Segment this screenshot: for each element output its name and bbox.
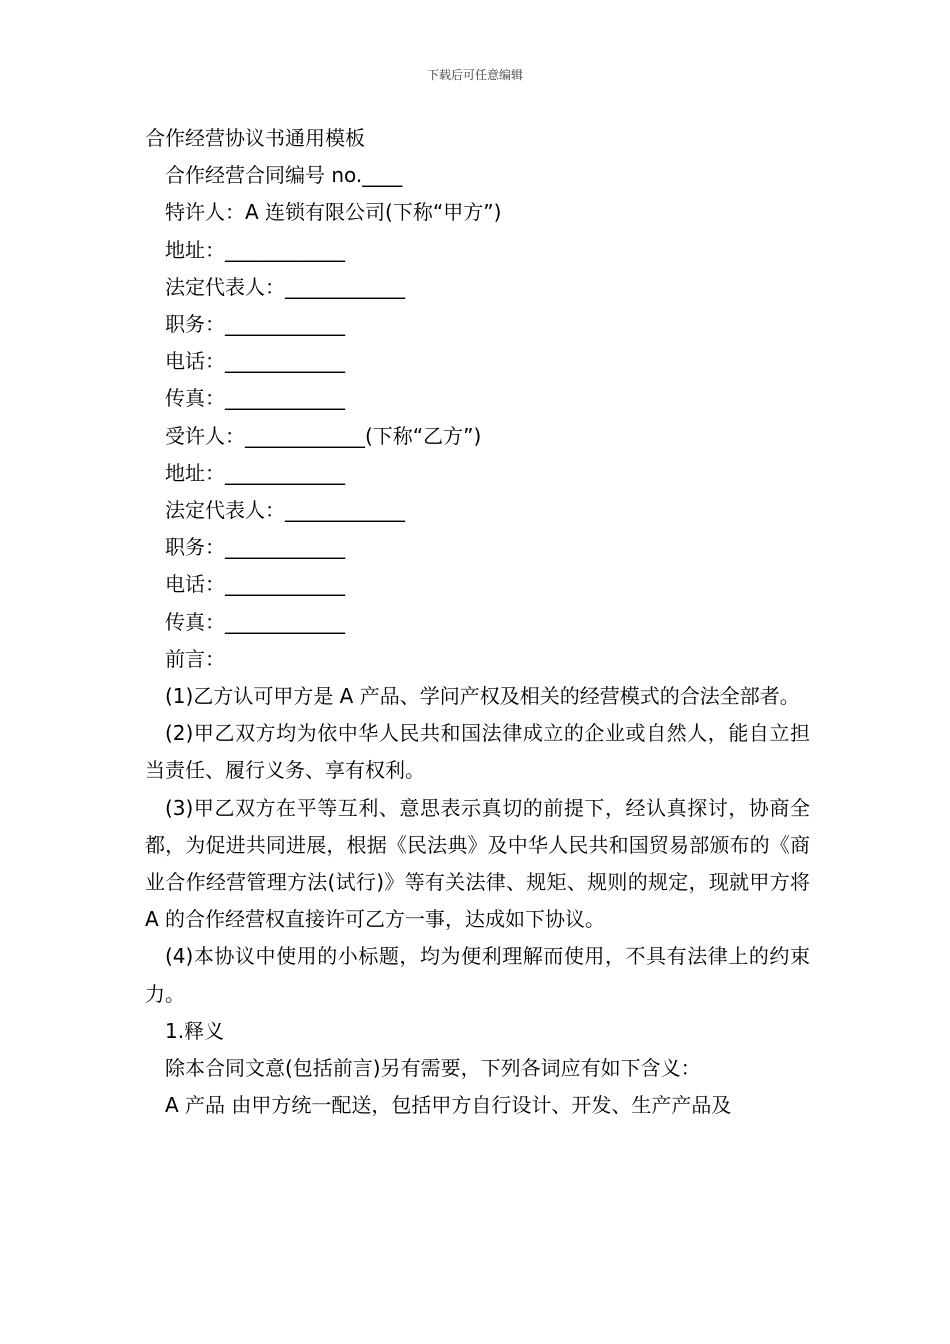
party-b-phone: 电话：____________ xyxy=(165,572,345,597)
party-b-address: 地址：____________ xyxy=(165,460,345,485)
header-note: 下载后可任意编辑 xyxy=(426,68,523,82)
franchisee-line: 受许人：____________(下称“乙方”) xyxy=(165,423,482,448)
party-b-legal-rep: 法定代表人：____________ xyxy=(165,498,405,523)
definition-a-product: A 产品 由甲方统一配送，包括甲方自行设计、开发、生产产品及 xyxy=(165,1093,732,1118)
preface-paragraph-3: (3)甲乙双方在平等互利、意思表示真切的前提下，经认真探讨，协商全都，为促进共同进展，根据《民法典》及中华人民共和国贸易部颁布的《商业合作经营管理方法(试行)》等有关法律、规矩、规则的规定，现就甲方将 A 的合作经营权直接许可乙方一事，达成如下协议。 xyxy=(145,795,810,932)
document-title: 合作经营协议书通用模板 xyxy=(145,126,365,150)
section-1-heading: 1.释义 xyxy=(165,1018,225,1043)
preface-paragraph-2: (2)甲乙双方均为依中华人民共和国法律成立的企业或自然人，能自立担当责任、履行义务、享有权利。 xyxy=(145,721,810,783)
document-body xyxy=(145,120,810,1124)
party-a-phone: 电话：____________ xyxy=(165,349,345,374)
franchisor-line: 特许人：A 连锁有限公司(下称“甲方”) xyxy=(165,200,502,225)
party-a-legal-rep: 法定代表人：____________ xyxy=(165,274,405,299)
preface-heading: 前言： xyxy=(165,646,225,671)
preface-paragraph-1: (1)乙方认可甲方是 A 产品、学问产权及相关的经营模式的合法全部者。 xyxy=(165,684,800,709)
party-a-position: 职务：____________ xyxy=(165,312,345,337)
party-a-address: 地址：____________ xyxy=(165,237,345,262)
section-1-intro: 除本合同文意(包括前言)另有需要，下列各词应有如下含义： xyxy=(165,1056,701,1081)
preface-paragraph-4: (4)本协议中使用的小标题，均为便利理解而使用，不具有法律上的约束力。 xyxy=(145,944,810,1006)
party-b-position: 职务：____________ xyxy=(165,535,345,560)
contract-number: 合作经营合同编号 no.____ xyxy=(165,163,403,188)
party-b-fax: 传真：____________ xyxy=(165,609,345,634)
party-a-fax: 传真：____________ xyxy=(165,386,345,411)
